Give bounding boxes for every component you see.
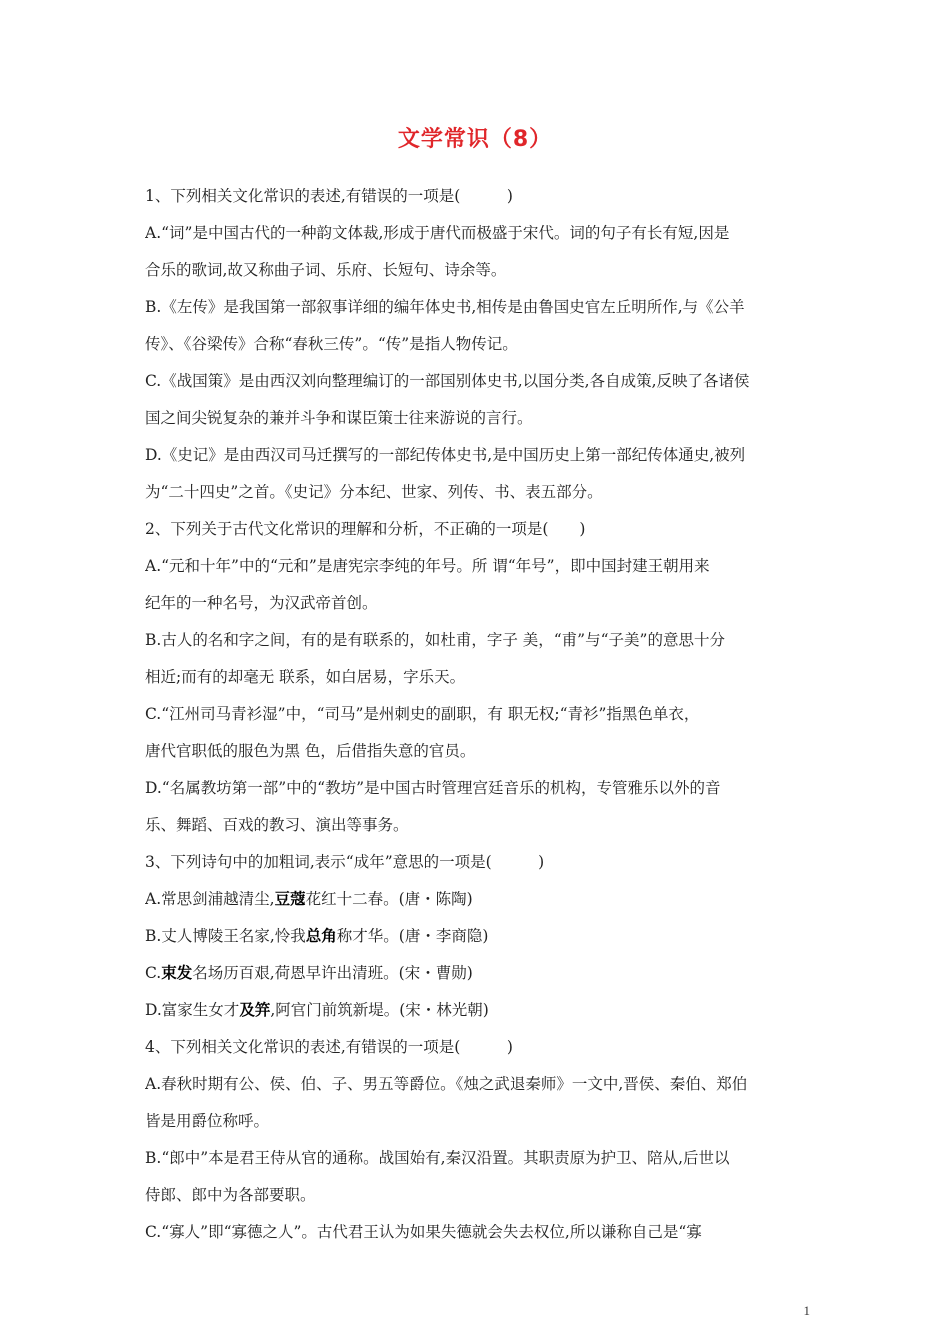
q3-option-c — [145, 959, 815, 996]
page-number: 1 — [803, 1303, 810, 1318]
q2-option-d-cont: 乐、舞蹈、百戏的教习、演出等事务。 — [145, 816, 409, 834]
q4-option-a-cont: 皆是用爵位称呼。 — [145, 1112, 270, 1130]
q2-option-a: A.“元和十年”中的“元和”是唐宪宗李纯的年号。所 谓“年号”，即中国封建王朝用来 — [145, 557, 710, 575]
q3-option-d — [145, 996, 815, 1033]
q1-option-c-cont: 国之间尖锐复杂的兼并斗争和谋臣策士往来游说的言行。 — [145, 409, 533, 427]
q2-option-c: C.“江州司马青衫湿”中，“司马”是州刺史的副职，有 职无权;“青衫”指黑色单衣， — [145, 705, 700, 723]
document-body — [145, 182, 815, 1255]
q3-c-pre: C. — [145, 964, 162, 982]
q1-option-a-cont: 合乐的歌词,故又称曲子词、乐府、长短句、诗余等。 — [145, 261, 507, 279]
q2-stem: 2、下列关于古代文化常识的理解和分析，不正确的一项是( ) — [145, 520, 586, 538]
q3-d-pre: D.富家生女才 — [145, 1001, 240, 1019]
q3-b-pre: B.丈人博陵王名家,怜我 — [145, 927, 306, 945]
q3-c-post: 名场历百艰,荷恩早许出清班。(宋・曹勋) — [192, 964, 473, 982]
q3-c-bold: 束发 — [161, 963, 193, 982]
q4-option-c: C.“寡人”即“寡德之人”。古代君王认为如果失德就会失去权位,所以谦称自己是“寡 — [145, 1223, 702, 1241]
q1-option-d: D.《史记》是由西汉司马迁撰写的一部纪传体史书,是中国历史上第一部纪传体通史,被列 — [145, 446, 746, 464]
q2-option-a-cont: 纪年的一种名号，为汉武帝首创。 — [145, 594, 378, 612]
q3-a-pre: A.常思剑浦越清尘, — [145, 890, 275, 908]
q2-option-c-cont: 唐代官职低的服色为黑 色，后借指失意的官员。 — [145, 742, 476, 760]
q1-stem: 1、下列相关文化常识的表述,有错误的一项是( ) — [145, 187, 513, 205]
q3-option-a — [145, 885, 815, 922]
q4-option-a: A.春秋时期有公、侯、伯、子、男五等爵位。《烛之武退秦师》一文中,晋侯、秦伯、郑伯 — [145, 1075, 748, 1093]
q3-b-post: 称才华。(唐・李商隐) — [336, 927, 489, 945]
q3-b-bold: 总角 — [305, 926, 337, 945]
q1-option-c: C.《战国策》是由西汉刘向整理编订的一部国别体史书,以国分类,各自成策,反映了各诸侯 — [145, 372, 750, 390]
q1-option-a: A.“词”是中国古代的一种韵文体裁,形成于唐代而极盛于宋代。词的句子有长有短,因是 — [145, 224, 730, 242]
q2-option-d: D.“名属教坊第一部”中的“教坊”是中国古时管理宫廷音乐的机构，专管雅乐以外的音 — [145, 779, 721, 797]
q1-option-b-cont: 传》、《谷梁传》合称“春秋三传”。“传”是指人物传记。 — [145, 335, 518, 353]
q3-d-post: ,阿官门前筑新堤。(宋・林光朝) — [270, 1001, 489, 1019]
q2-option-b: B.古人的名和字之间，有的是有联系的，如杜甫，字子 美，“甫”与“子美”的意思十分 — [145, 631, 725, 649]
q1-option-d-cont: 为“二十四史”之首。《史记》分本纪、世家、列传、书、表五部分。 — [145, 483, 603, 501]
q2-option-b-cont: 相近;而有的却毫无 联系，如白居易，字乐天。 — [145, 668, 466, 686]
q4-option-b: B.“郎中”本是君王侍从官的通称。战国始有,秦汉沿置。其职责原为护卫、陪从,后世以 — [145, 1149, 730, 1167]
q3-a-post: 花红十二春。(唐・陈陶) — [305, 890, 473, 908]
page-title: 文学常识（8） — [397, 127, 553, 152]
q3-a-bold: 豆蔻 — [274, 889, 306, 908]
q4-option-b-cont: 侍郎、郎中为各部要职。 — [145, 1186, 316, 1204]
q3-d-bold: 及笄 — [239, 1000, 271, 1019]
q3-stem: 3、下列诗句中的加粗词,表示“成年”意思的一项是( ) — [145, 853, 545, 871]
q1-option-b: B.《左传》是我国第一部叙事详细的编年体史书,相传是由鲁国史官左丘明所作,与《公羊 — [145, 298, 745, 316]
q3-option-b — [145, 922, 815, 959]
q4-stem: 4、下列相关文化常识的表述,有错误的一项是( ) — [145, 1038, 513, 1056]
